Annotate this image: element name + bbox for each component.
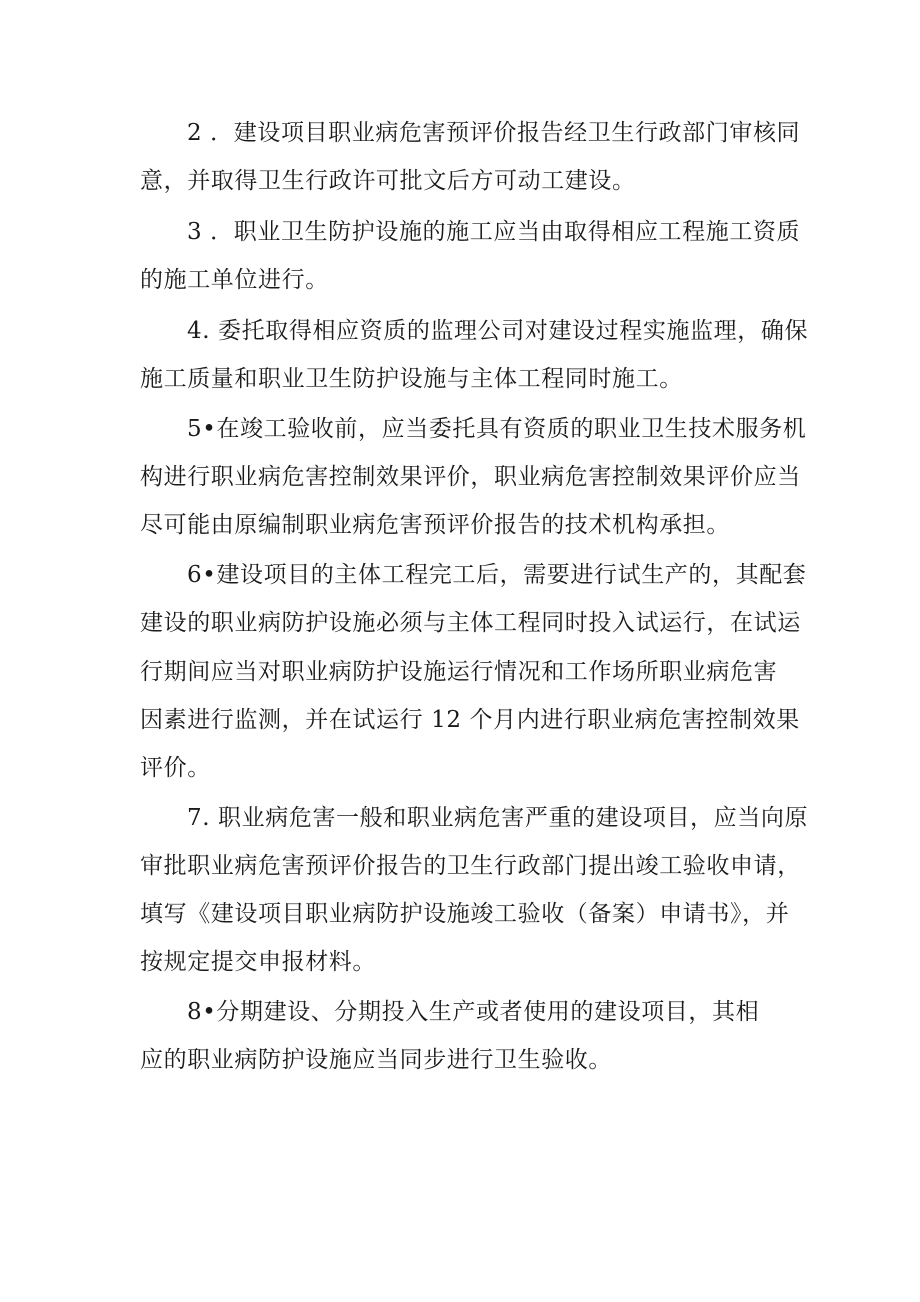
paragraph-line: 评价。 [140,755,211,781]
paragraph-line: 6•建设项目的主体工程完工后，需要进行试生产的，其配套 [187,562,807,588]
paragraph-line: 建设的职业病防护设施必须与主体工程同时投入试运行，在试运 [140,610,801,636]
paragraph-line: 构进行职业病危害控制效果评价，职业病危害控制效果评价应当 [140,464,801,490]
paragraph-line: 审批职业病危害预评价报告的卫生行政部门提出竣工验收申请， [140,853,801,879]
paragraph-line: 意，并取得卫生行政许可批文后方可动工建设。 [140,168,636,194]
paragraph-line: 3 ．职业卫生防护设施的施工应当由取得相应工程施工资质 [187,219,801,245]
paragraph-line: 的施工单位进行。 [140,267,329,293]
paragraph-line: 7. 职业病危害一般和职业病危害严重的建设项目，应当向原 [187,805,809,831]
paragraph-line: 按规定提交申报材料。 [140,949,376,975]
paragraph-line: 4. 委托取得相应资质的监理公司对建设过程实施监理，确保 [187,318,809,344]
paragraph-line: 因素进行监测，并在试运行 12 个月内进行职业病危害控制效果 [140,707,800,733]
paragraph-line: 填写《建设项目职业病防护设施竣工验收（备案）申请书》，并 [140,901,790,927]
paragraph-line: 2 ．建设项目职业病危害预评价报告经卫生行政部门审核同 [187,120,801,146]
paragraph-line: 5•在竣工验收前，应当委托具有资质的职业卫生技术服务机 [187,416,807,442]
paragraph-line: 应的职业病防护设施应当同步进行卫生验收。 [140,1047,612,1073]
paragraph-line: 尽可能由原编制职业病危害预评价报告的技术机构承担。 [140,512,730,538]
paragraph-line: 施工质量和职业卫生防护设施与主体工程同时施工。 [140,366,683,392]
paragraph-line: 行期间应当对职业病防护设施运行情况和工作场所职业病危害 [140,659,778,685]
paragraph-line: 8•分期建设、分期投入生产或者使用的建设项目，其相 [187,999,760,1025]
